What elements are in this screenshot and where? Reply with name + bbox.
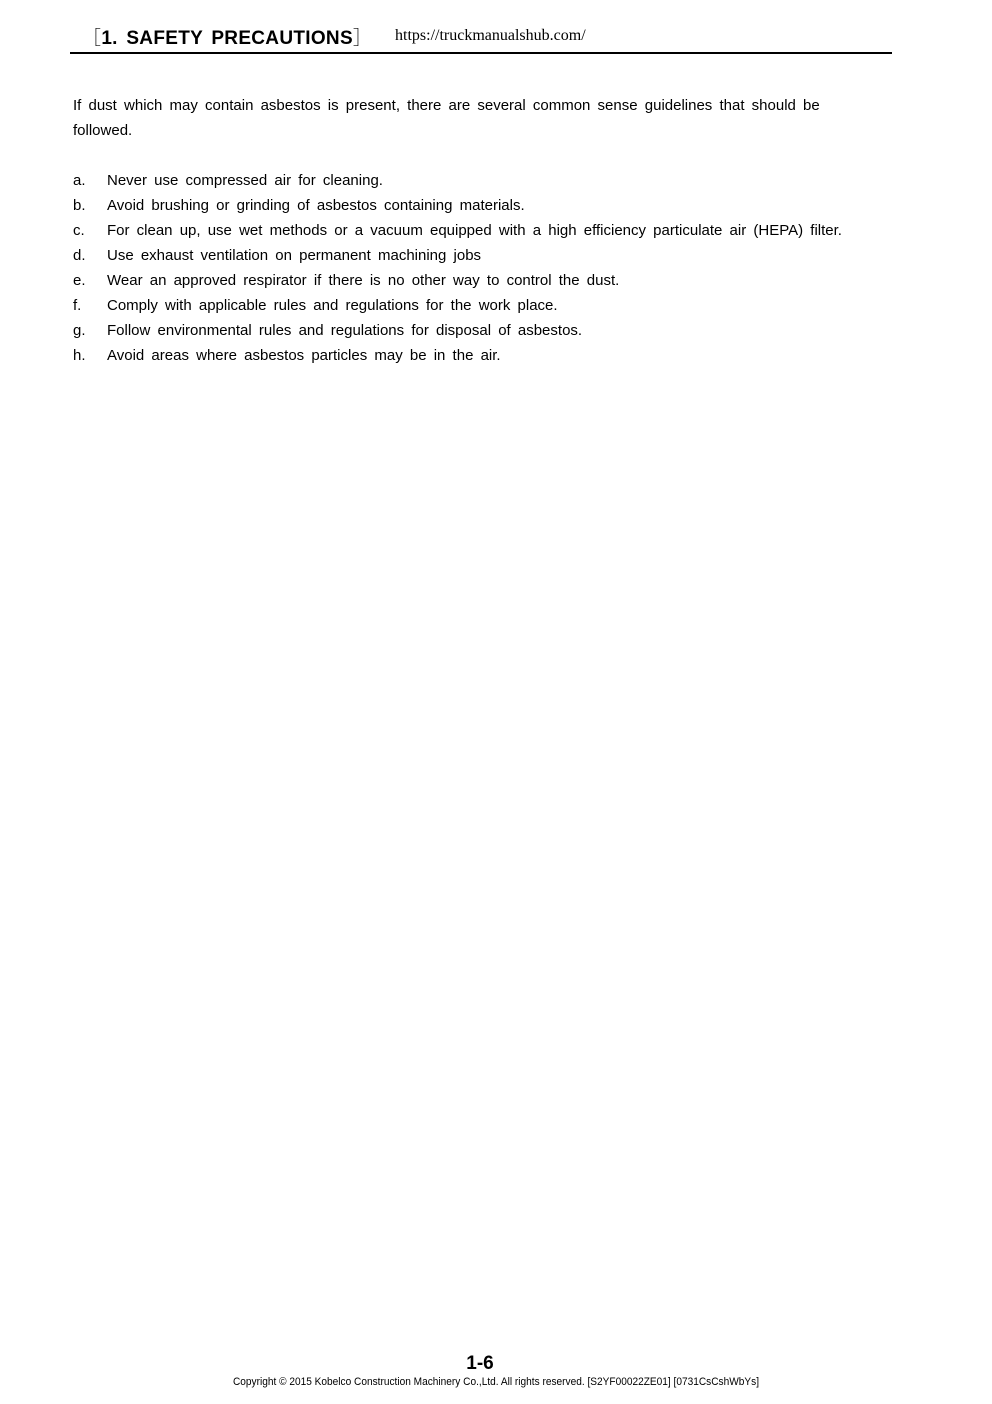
guideline-list — [73, 168, 893, 368]
list-item-text: Use exhaust ventilation on permanent machining jobs — [107, 247, 482, 264]
list-item-letter: a. — [73, 172, 86, 189]
list-item — [73, 193, 893, 218]
list-item — [73, 343, 893, 368]
list-item-text: Avoid areas where asbestos particles may be in the air. — [107, 347, 501, 364]
page-header — [70, 20, 892, 54]
list-item-text: Wear an approved respirator if there is no other way to control the dust. — [107, 272, 620, 289]
list-item — [73, 268, 893, 293]
list-item — [73, 293, 893, 318]
list-item-text: Comply with applicable rules and regulations for the work place. — [107, 297, 558, 314]
list-item — [73, 218, 893, 243]
list-item — [73, 168, 893, 193]
list-item-letter: f. — [73, 297, 82, 314]
section-title-text: 1. SAFETY PRECAUTIONS — [101, 28, 353, 49]
copyright-notice: Copyright © 2015 Kobelco Construction Machinery Co.,Ltd. All rights reserved. [S2YF00022ZE01] [0731CsCshWbYs] — [232, 1376, 760, 1388]
list-item-letter: d. — [73, 247, 86, 264]
page-number: 1-6 — [466, 1353, 494, 1374]
list-item — [73, 243, 893, 268]
title-bracket-open: ［ — [82, 28, 102, 49]
list-item-letter: c. — [73, 222, 85, 239]
list-item — [73, 318, 893, 343]
list-item-letter: g. — [73, 322, 86, 339]
section-title — [82, 23, 372, 50]
list-item-letter: e. — [73, 272, 86, 289]
list-item-text: Follow environmental rules and regulations for disposal of asbestos. — [107, 322, 583, 339]
list-item-text: For clean up, use wet methods or a vacuum equipped with a high efficiency particulate air (HEPA) filter. — [107, 222, 842, 239]
list-item-letter: h. — [73, 347, 86, 364]
intro-paragraph: If dust which may contain asbestos is present, there are several common sense guidelines that should be followed. — [73, 97, 820, 139]
header-url: https://truckmanualshub.com/ — [395, 27, 586, 44]
list-item-letter: b. — [73, 197, 86, 214]
title-bracket-close: ］ — [352, 28, 373, 49]
list-item-text: Never use compressed air for cleaning. — [107, 172, 383, 189]
list-item-text: Avoid brushing or grinding of asbestos containing materials. — [107, 197, 525, 214]
